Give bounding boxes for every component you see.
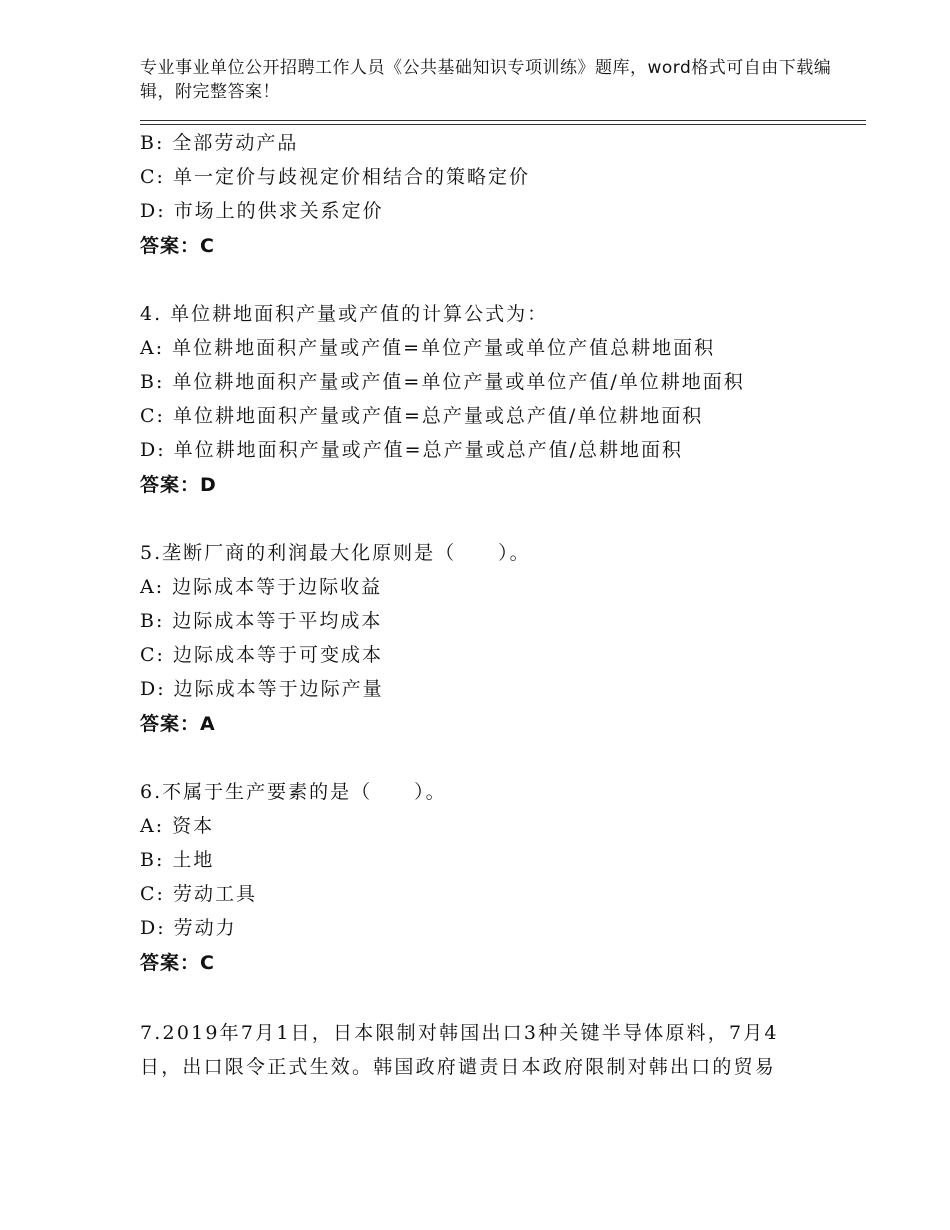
q6-option-c: C: 劳动工具 [140,883,257,905]
q5-answer: 答案：A [140,713,216,735]
q4-option-c: C: 单位耕地面积产量或产值=总产量或总产值/单位耕地面积 [140,405,704,427]
q3-answer: 答案：C [140,235,215,257]
q3-option-d: D: 市场上的供求关系定价 [140,200,384,222]
q3-option-b: B: 全部劳动产品 [140,132,299,154]
q4-answer: 答案：D [140,474,217,496]
q6-answer: 答案：C [140,952,215,974]
q4-option-a: A: 单位耕地面积产量或产值=单位产量或单位产值总耕地面积 [140,337,716,359]
q6-option-b: B: 土地 [140,849,215,871]
header-divider [140,120,866,125]
q6-option-d: D: 劳动力 [140,917,237,939]
q4-option-b: B: 单位耕地面积产量或产值=单位产量或单位产值/单位耕地面积 [140,371,745,393]
q3-option-c: C: 单一定价与歧视定价相结合的策略定价 [140,166,530,188]
document-header: 专业事业单位公开招聘工作人员《公共基础知识专项训练》题库，word格式可自由下载编辑，附完整答案！ [140,58,832,102]
q5-option-a: A: 边际成本等于边际收益 [140,576,383,598]
q5-question: 5.垄断厂商的利润最大化原则是（ ）。 [140,542,531,564]
q7-question: 7.2019年7月1日，日本限制对韩国出口3种关键半导体原料，7月4日，出口限令正式生效。韩国政府谴责日本政府限制对韩出口的贸易 [140,1022,779,1078]
q6-question: 6.不属于生产要素的是（ ）。 [140,781,447,803]
q5-option-c: C: 边际成本等于可变成本 [140,644,383,666]
q5-option-b: B: 边际成本等于平均成本 [140,610,383,632]
q4-question: 4. 单位耕地面积产量或产值的计算公式为： [140,303,549,325]
q6-option-a: A: 资本 [140,815,215,837]
q4-option-d: D: 单位耕地面积产量或产值=总产量或总产值/总耕地面积 [140,439,683,461]
q5-option-d: D: 边际成本等于边际产量 [140,678,384,700]
